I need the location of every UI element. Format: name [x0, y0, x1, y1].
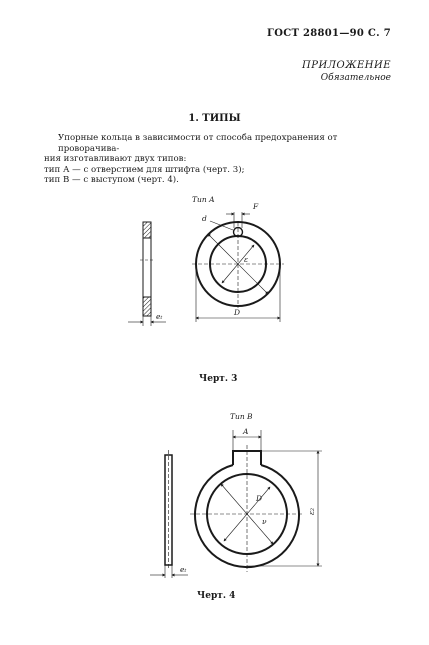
- figure3-caption: Черт. 3: [199, 374, 238, 384]
- figure3-drawing: [128, 195, 284, 326]
- figure3-f-label: F: [253, 202, 259, 211]
- figure3-type-label: Тип А: [192, 195, 215, 204]
- figure3-side-view: [128, 222, 166, 326]
- figure4-side-view: [150, 450, 188, 578]
- figure4-mid-label: ν: [262, 517, 267, 526]
- paragraph-line: тип А — с отверстием для штифта (черт. 3);: [44, 164, 245, 175]
- figure3-outer-label: D: [234, 308, 241, 317]
- paragraph-line: тип В — с выступом (черт. 4).: [44, 175, 179, 185]
- figure4-type-label: Тип В: [230, 412, 253, 421]
- paragraph-line: Упорные кольца в зависимости от способа предохранения от проворачива-: [58, 133, 338, 154]
- document-reference: ГОСТ 28801—90 С. 7: [267, 28, 391, 39]
- figure4-thickness-label: eₜ: [180, 565, 187, 574]
- appendix-title: ПРИЛОЖЕНИЕ: [302, 60, 391, 71]
- figure4-a-label: A: [243, 427, 249, 436]
- figure3-thickness-label: eₜ: [156, 312, 163, 321]
- section-title: 1. ТИПЫ: [188, 113, 241, 124]
- figure4-inner-label: D: [256, 494, 263, 503]
- figure4-height-label: ε₂: [307, 507, 316, 515]
- paragraph-line: ния изготавливают двух типов:: [44, 154, 187, 164]
- appendix-subtitle: Обязательное: [320, 73, 391, 83]
- figure3-inner-label: ε: [244, 255, 249, 264]
- figure4-front-view: [190, 427, 322, 572]
- figure4-drawing: [150, 412, 322, 578]
- figure3-front-view: [192, 202, 284, 322]
- figure3-d-label: d: [202, 214, 207, 223]
- figure4-caption: Черт. 4: [197, 591, 236, 601]
